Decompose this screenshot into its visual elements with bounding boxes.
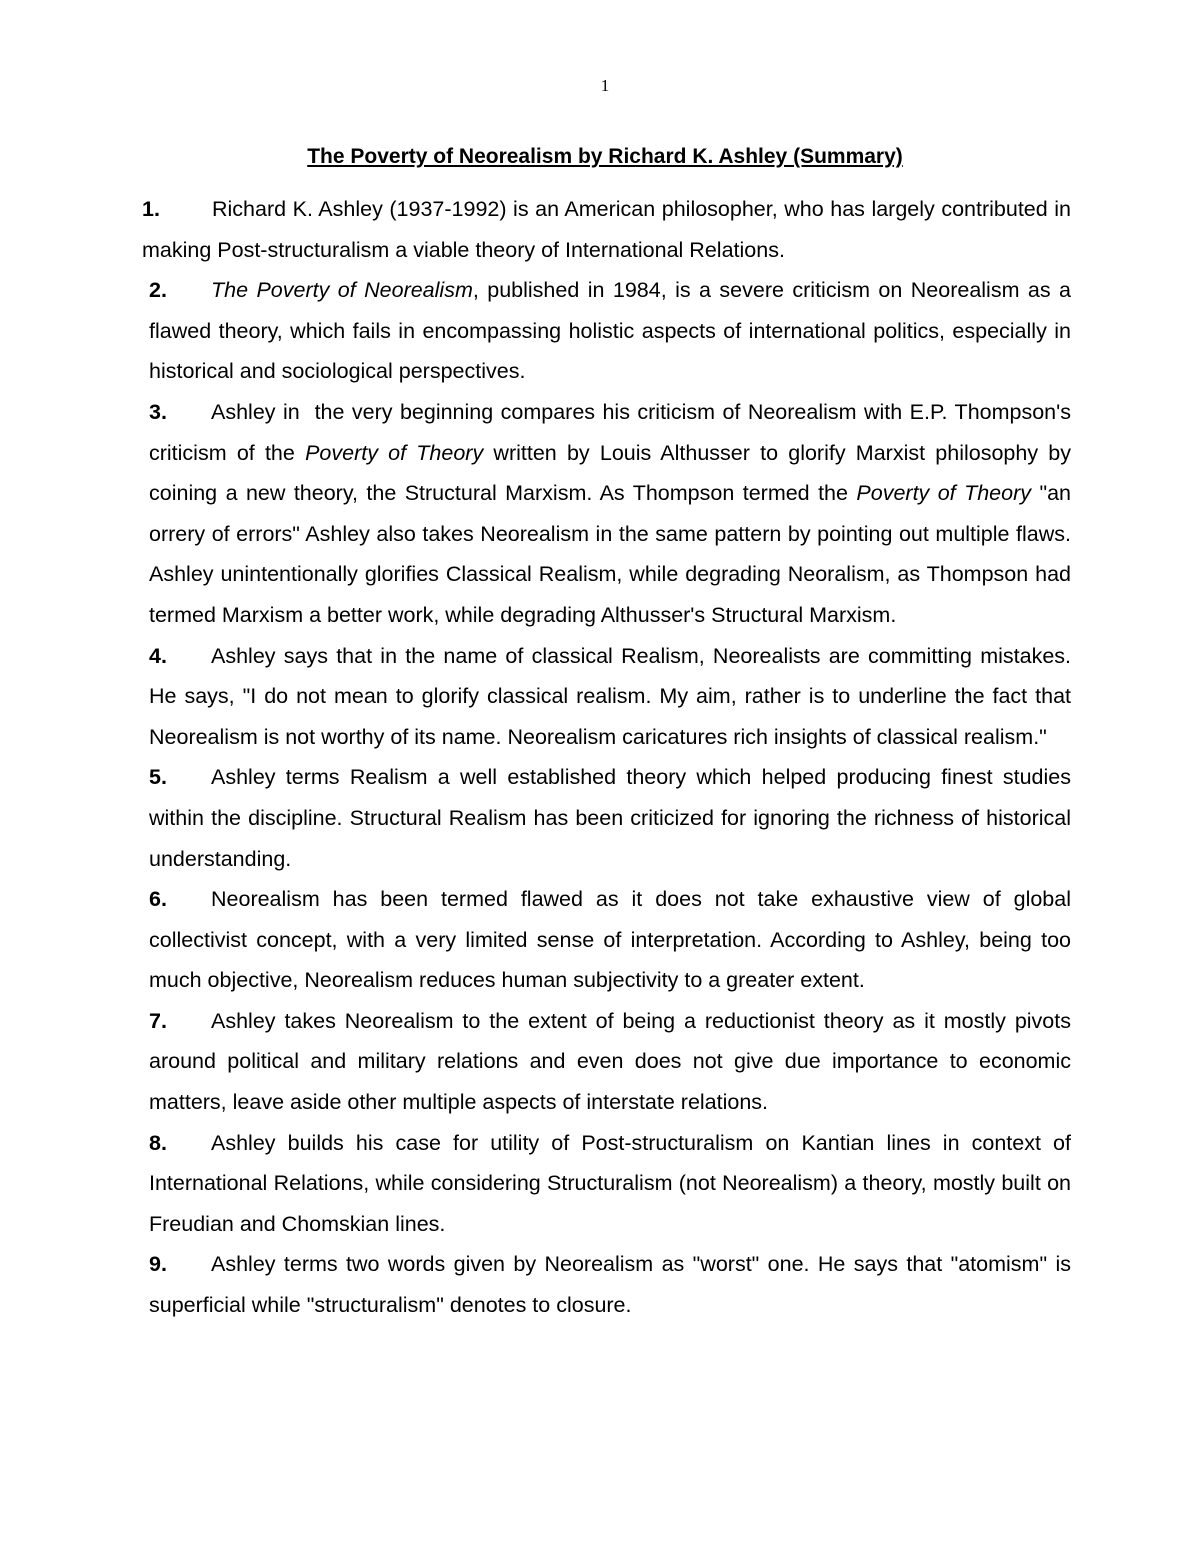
summary-list: [0, 189, 1200, 1326]
item-text: written by Louis Althusser to glorify Marxist philosophy by coining a new theory, the Structural Marxism. As Thompson termed the: [149, 440, 1071, 506]
item-number: 2.: [149, 278, 167, 303]
list-item: [149, 1123, 1071, 1245]
item-text: Ashley takes Neorealism to the extent of being a reductionist theory as it mostly pivots around political and military relations and even does not give due importance to economic matters, leave aside other multiple aspects of interstate relations.: [149, 1008, 1071, 1115]
item-text: Ashley says that in the name of classical Realism, Neorealists are committing mistakes. He says, "I do not mean to glorify classical realism. My aim, rather is to underline the fact that Neorealism is not worthy of its name. Neorealism caricatures rich insights of classical realism.": [149, 643, 1071, 749]
list-item: [149, 1244, 1071, 1325]
book-title-italic: The Poverty of Neorealism: [211, 278, 473, 303]
item-text: Ashley terms two words given by Neorealism as "worst" one. He says that "atomism" is superficial while "structuralism" denotes to closure.: [149, 1252, 1071, 1318]
document-title: The Poverty of Neorealism by Richard K. Ashley (Summary): [307, 145, 903, 168]
list-item: [149, 636, 1071, 758]
list-item: [142, 189, 1071, 270]
item-number: 9.: [149, 1252, 167, 1277]
item-text: Neorealism has been termed flawed as it does not take exhaustive view of global collectivist concept, with a very limited sense of interpretation. According to Ashley, being too much objective, Neorealism reduces human subjectivity to a greater extent.: [149, 887, 1071, 993]
list-item: [149, 879, 1071, 1001]
item-number: 4.: [149, 643, 167, 668]
item-text: "an orrery of errors" Ashley also takes Neorealism in the same pattern by pointing out multiple flaws. Ashley unintentionally glorifies Classical Realism, while degrading Neoralism, as Thompson had termed Marxism a better work, while degrading Althusser's Structural Marxism.: [149, 481, 1071, 627]
item-text: Ashley builds his case for utility of Post-structuralism on Kantian lines in context of International Relations, while considering Structuralism (not Neorealism) a theory, mostly built on Freudian and Chomskian lines.: [149, 1130, 1071, 1236]
item-number: 5.: [149, 765, 167, 790]
item-text: , published in 1984, is a severe criticism on Neorealism as a flawed theory, which fails in encompassing holistic aspects of international politics, especially in historical and sociological perspectives.: [149, 278, 1071, 384]
item-number: 7.: [149, 1008, 167, 1033]
list-item: [149, 270, 1071, 392]
list-item: [149, 757, 1071, 879]
book-title-italic: Poverty of Theory: [856, 481, 1032, 506]
item-number: 6.: [149, 887, 167, 912]
item-text: Ashley in the very beginning compares his criticism of Neorealism with E.P. Thompson's criticism of the: [149, 399, 1077, 465]
book-title-italic: Poverty of Theory: [305, 440, 484, 465]
list-item: [149, 1001, 1071, 1123]
item-number: 3.: [149, 399, 167, 424]
list-item: [149, 392, 1077, 636]
item-number: 8.: [149, 1130, 167, 1155]
item-number: 1.: [142, 197, 160, 221]
item-text: Richard K. Ashley (1937-1992) is an American philosopher, who has largely contributed in making Post-structuralism a viable theory of International Relations.: [142, 197, 1071, 262]
page-number: 1: [600, 76, 610, 95]
item-text: Ashley terms Realism a well established theory which helped producing finest studies within the discipline. Structural Realism has been criticized for ignoring the richness of historical understanding.: [149, 765, 1071, 871]
